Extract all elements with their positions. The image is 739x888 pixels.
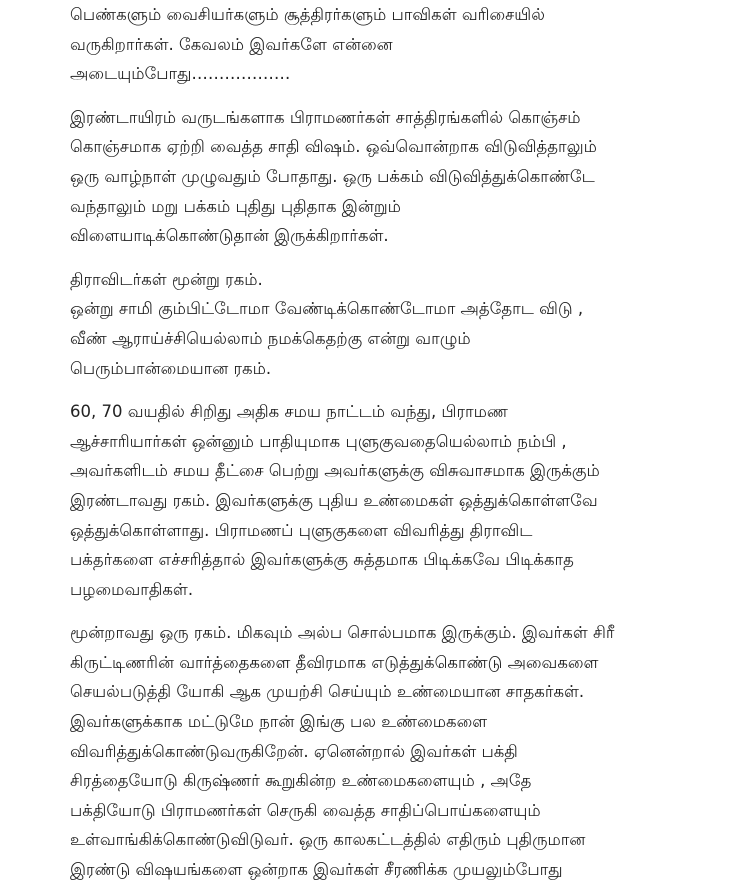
- text-line: பக்தர்களை எச்சரித்தால் இவர்களுக்கு சுத்தமாக பிடிக்கவே பிடிக்காத: [70, 550, 574, 570]
- text-line: பெண்களும் வைசியர்களும் சூத்திரர்களும் பாவிகள் வரிசையில்: [70, 5, 545, 24]
- text-line: திராவிடர்கள் மூன்று ரகம்.: [70, 269, 263, 289]
- text-line: விவரித்துக்கொண்டுவருகிறேன். ஏனென்றால் இவர்கள் பக்தி: [70, 741, 518, 761]
- text-line: கிருட்டிணரின் வார்த்தைகளை தீவிரமாக எடுத்துக்கொண்டு அவைகளை: [70, 652, 599, 672]
- text-line: அடையும்போது………………: [70, 64, 291, 84]
- text-line: வீண் ஆராய்ச்சியெல்லாம் நமக்கெதற்கு என்று வாழும்: [70, 328, 471, 348]
- text-line: பக்தியோடு பிராமணர்கள் செருகி வைத்த சாதிப்பொய்களையும்: [70, 800, 541, 820]
- text-line: விளையாடிக்கொண்டுதான் இருக்கிறார்கள்.: [70, 226, 389, 246]
- paragraph-1: [70, 0, 739, 89]
- text-line: ஒன்று சாமி கும்பிட்டோமா வேண்டிக்கொண்டோமா அத்தோட விடு ,: [70, 299, 584, 319]
- text-line: கொஞ்சமாக ஏற்றி வைத்த சாதி விஷம். ஒவ்வொன்றாக விடுவித்தாலும்: [70, 137, 597, 157]
- text-line: ஆச்சாரியார்கள் ஒன்னும் பாதியுமாக புளுகுவதையெல்லாம் நம்பி ,: [70, 431, 567, 451]
- paragraph-2: [70, 103, 739, 251]
- text-line: அவர்களிடம் சமய தீட்சை பெற்று அவர்களுக்கு விசுவாசமாக இருக்கும்: [70, 461, 600, 481]
- text-line: வருகிறார்கள். கேவலம் இவர்களே என்னை: [70, 34, 393, 54]
- text-line: இரண்டாயிரம் வருடங்களாக பிராமணர்கள் சாத்திரங்களில் கொஞ்சம்: [70, 107, 581, 127]
- text-line: சிரத்தையோடு கிருஷ்ணர் கூறுகின்ற உண்மைகளையும் , அதே: [70, 771, 532, 791]
- text-line: ஒரு வாழ்நாள் முழுவதும் போதாது. ஒரு பக்கம் விடுவித்துக்கொண்டே: [70, 166, 595, 186]
- paragraph-5: [70, 618, 739, 884]
- text-line: மூன்றாவது ஒரு ரகம். மிகவும் அல்ப சொல்பமாக இருக்கும். இவர்கள் சிரீ: [70, 623, 615, 643]
- text-line: பழமைவாதிகள்.: [70, 579, 194, 599]
- text-line: உள்வாங்கிக்கொண்டுவிடுவர். ஒரு காலகட்டத்தில் எதிரும் புதிருமான: [70, 830, 586, 850]
- text-line: பெரும்பான்மையான ரகம்.: [70, 358, 272, 378]
- text-line: இவர்களுக்காக மட்டுமே நான் இங்கு பல உண்மைகளை: [70, 712, 488, 732]
- text-line: 60, 70 வயதில் சிறிது அதிக சமய நாட்டம் வந்து, பிராமண: [70, 402, 508, 422]
- text-line: வந்தாலும் மறு பக்கம் புதிது புதிதாக இன்றும்: [70, 196, 401, 216]
- text-line: இரண்டாவது ரகம். இவர்களுக்கு புதிய உண்மைகள் ஒத்துக்கொள்ளவே: [70, 490, 598, 510]
- text-line: செயல்படுத்தி யோகி ஆக முயற்சி செய்யும் உண்மையான சாதகர்கள்.: [70, 682, 585, 702]
- text-line: ஒத்துக்கொள்ளாது. பிராமணப் புளுகுகளை விவரித்து திராவிட: [70, 520, 533, 540]
- paragraph-4: [70, 397, 739, 604]
- paragraph-3: [70, 265, 739, 383]
- text-line: இரண்டு விஷயங்களை ஒன்றாக இவர்கள் சீரணிக்க முயலும்போது: [70, 860, 563, 880]
